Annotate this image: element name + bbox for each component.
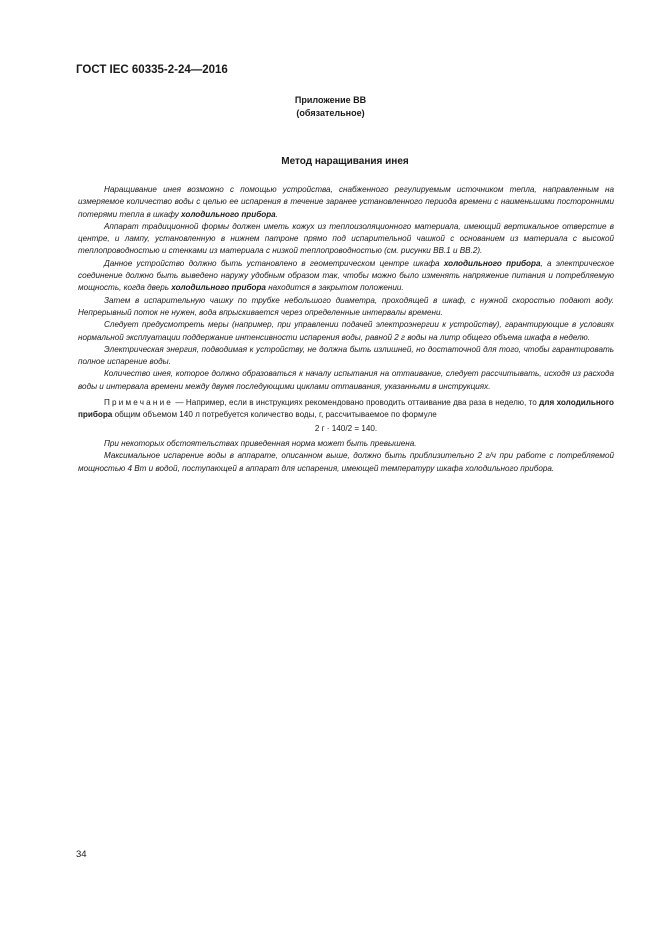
document-header: ГОСТ IEC 60335-2-24—2016 [76, 64, 228, 76]
term-bold: холодильного прибора [181, 209, 276, 219]
paragraph: Количество инея, которое должно образоваться к началу испытания на оттаивание, следует рассчитывать, исходя из расхода воды и интервала времени между двумя последующими циклами оттаивания, указанными в инструкциях. [78, 369, 614, 391]
annex-title: Приложение ВВ [294, 95, 367, 105]
formula: 2 г · 140/2 = 140. [314, 423, 378, 433]
term-bold: холодильного прибора [443, 258, 541, 268]
paragraph: Данное устройство должно быть установлено в геометрическом центре шкафа холодильного прибора, а электрическое соединение должно быть выведено наружу удобным образом так, чтобы можно было изменять напряжение питания и потребляемую мощность, когда дверь холодильного прибора находится в закрытом положении. [78, 258, 614, 293]
paragraph: Затем в испарительную чашку по трубке небольшого диаметра, проходящей в шкаф, с нужной скоростью подают воду. Непрерывный поток не нужен, вода впрыскивается через определенные интервалы времени. [78, 295, 614, 317]
page-number: 34 [76, 849, 87, 860]
paragraph: При некоторых обстоятельствах приведенная норма может быть превышена. [104, 438, 417, 448]
paragraph: Электрическая энергия, подводимая к устройству, не должна быть излишней, но достаточной для того, чтобы гарантировать полное испарение воды. [78, 344, 614, 367]
body-text [78, 184, 614, 475]
paragraph: Аппарат традиционной формы должен иметь кожух из теплоизоляционного материала, имеющий вертикальное отверстие в центре, и лампу, установленную в нижнем патроне прямо под испарительной чашкой с основанием из материала с высокой теплопроводностью и стенками из материала с низкой теплопроводностью (см. рисунки ВВ.1 и ВВ.2). [78, 221, 614, 256]
annex-status: (обязательное) [296, 108, 365, 118]
term-bold: холодильного прибора [171, 283, 266, 293]
section-title: Метод наращивания инея [281, 156, 409, 167]
note-label: Примечание [104, 398, 174, 408]
term-bold: для холодильного прибора [78, 398, 614, 420]
paragraph: Следует предусмотреть меры (например, при управлении подачей электроэнергии к устройству), гарантирующие в условиях нормальной эксплуатации поддержание интенсивности испарения воды, равной 2 г воды на литр общего объема шкафа в неделю. [78, 320, 614, 342]
paragraph: Наращивание инея возможно с помощью устройства, снабженного регулируемым источником тепла, направленным на измеряемое количество воды с целью ее испарения в течение заранее установленного периода времени с наименьшими посторонними потерями тепла в шкафу холодильного прибора. [78, 185, 614, 219]
note-paragraph: Примечание — Например, если в инструкциях рекомендовано проводить оттаивание два раза в неделю, то для холодильного прибора общим объемом 140 л потребуется количество воды, г, рассчитываемое по формуле [78, 398, 614, 420]
paragraph: Максимальное испарение воды в аппарате, описанном выше, должно быть приблизительно 2 г/ч при работе с потребляемой мощностью 4 Вт и водой, поступающей в аппарат для испарения, имеющей температуру шкафа холодильного прибора. [78, 451, 614, 473]
